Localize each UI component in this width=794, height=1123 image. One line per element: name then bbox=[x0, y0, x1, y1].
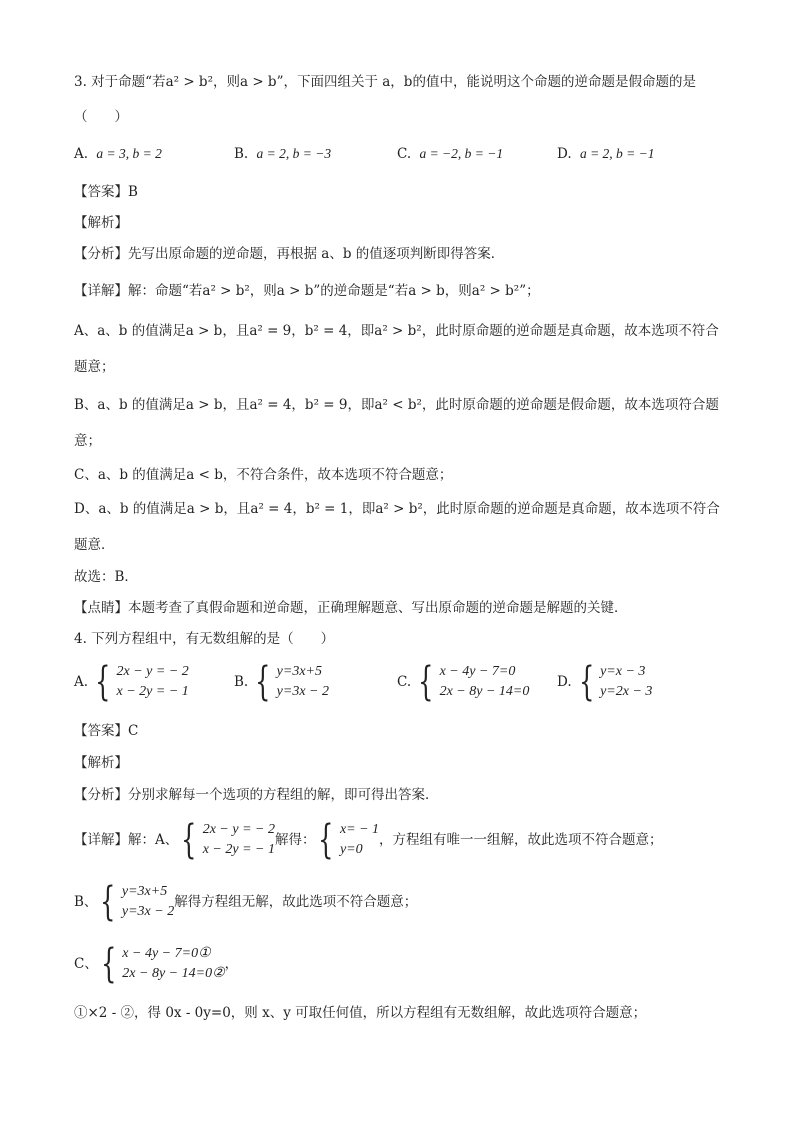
detail-prefix: 【详解】解：A、 bbox=[74, 832, 179, 848]
solution: y=0 bbox=[339, 842, 363, 857]
equation: y=2x − 3 bbox=[600, 684, 653, 699]
q4-analysis: 【分析】分别求解每一个选项的方程组的解，即可得出答案． bbox=[74, 787, 439, 803]
equation: 2x − y = − 2 bbox=[202, 822, 275, 837]
q3-option-d bbox=[557, 145, 655, 163]
q4-option-a bbox=[74, 659, 189, 705]
equation: y=x − 3 bbox=[600, 664, 646, 679]
equation: y=3x − 2 bbox=[276, 684, 329, 699]
q3-b-line1: B、a、b 的值满足a > b，且a² = 4，b² = 9，即a² < b²，此时原命题的逆命题是假命题，故本选项符合题 bbox=[74, 397, 719, 413]
solution: x= − 1 bbox=[339, 822, 380, 837]
q3-c-line: C、a、b 的值满足a < b，不符合条件，故本选项不符合题意； bbox=[74, 467, 453, 483]
option-label: C. bbox=[397, 674, 412, 690]
equation: x − 4y − 7=0① bbox=[122, 946, 211, 961]
equation: y=3x − 2 bbox=[121, 904, 175, 919]
detail-suffix: ， bbox=[224, 956, 239, 972]
q3-b-line2: 意； bbox=[74, 433, 101, 449]
q3-option-a bbox=[74, 145, 162, 163]
q3-conclusion: 故选：B． bbox=[74, 569, 138, 585]
option-label: D. bbox=[557, 146, 572, 162]
q3-d-line2: 题意． bbox=[74, 537, 115, 553]
left-brace-icon: { bbox=[95, 659, 111, 705]
q3-option-c bbox=[397, 145, 503, 163]
option-text: a = 3, b = 2 bbox=[96, 146, 162, 161]
q3-jiexi: 【解析】 bbox=[74, 215, 128, 231]
q4-stem: 4. 下列方程组中，有无数组解的是（ ） bbox=[74, 631, 335, 647]
equation: y=3x+5 bbox=[121, 884, 168, 899]
q4-option-b bbox=[234, 659, 329, 705]
equation: 2x − 8y − 14=0 bbox=[439, 684, 530, 699]
option-label: B. bbox=[234, 146, 249, 162]
equation: x − 2y = − 1 bbox=[116, 684, 189, 699]
q4-detail-b bbox=[74, 879, 418, 925]
left-brace-icon: { bbox=[100, 941, 117, 987]
left-brace-icon: { bbox=[181, 817, 197, 863]
equation: 2x − 8y − 14=0② bbox=[122, 966, 225, 981]
q3-a-line1: A、a、b 的值满足a > b，且a² = 9，b² = 4，即a² > b²，此时原命题的逆命题是真命题，故本选项不符合 bbox=[74, 323, 719, 339]
equation: y=3x+5 bbox=[276, 664, 322, 679]
q3-stem-line1: 3. 对于命题“若a² > b²，则a > b”，下面四组关于 a，b的值中，能说明这个命题的逆命题是假命题的是 bbox=[74, 74, 696, 90]
option-text: a = 2, b = −1 bbox=[579, 146, 655, 161]
left-brace-icon: { bbox=[318, 817, 334, 863]
q4-jiexi: 【解析】 bbox=[74, 755, 128, 771]
q3-d-line1: D、a、b 的值满足a > b，且a² = 4，b² = 1，即a² > b²，此时原命题的逆命题是真命题，故本选项不符合 bbox=[74, 501, 720, 517]
option-label: A. bbox=[74, 674, 89, 690]
q3-a-line2: 题意； bbox=[74, 359, 115, 375]
option-text: a = 2, b = −3 bbox=[256, 146, 332, 161]
q4-option-c bbox=[397, 659, 530, 705]
q4-answer: 【答案】C bbox=[74, 723, 139, 739]
equation: x − 4y − 7=0 bbox=[439, 664, 516, 679]
q4-last-line: ①×2 - ②，得 0x - 0y=0，则 x、y 可取任何值，所以方程组有无数组解，故此选项符合题意； bbox=[74, 1005, 647, 1021]
left-brace-icon: { bbox=[418, 659, 434, 705]
q4-option-d bbox=[557, 659, 653, 705]
detail-mid: 解得： bbox=[274, 832, 316, 848]
detail-prefix: C、 bbox=[74, 956, 98, 972]
q4-detail-a bbox=[74, 817, 663, 863]
equation: x − 2y = − 1 bbox=[202, 842, 275, 857]
option-label: C. bbox=[397, 146, 412, 162]
equation: 2x − y = − 2 bbox=[116, 664, 189, 679]
q3-stem-line2: （ ） bbox=[74, 109, 128, 125]
option-label: B. bbox=[234, 674, 249, 690]
q3-comment: 【点睛】本题考查了真假命题和逆命题，正确理解题意、写出原命题的逆命题是解题的关键． bbox=[74, 600, 628, 616]
detail-suffix: ，方程组有唯一一组解，故此选项不符合题意； bbox=[379, 832, 663, 848]
q4-detail-c bbox=[74, 941, 239, 987]
detail-suffix: 解得方程组无解，故此选项不符合题意； bbox=[174, 894, 418, 910]
left-brace-icon: { bbox=[578, 659, 595, 705]
q3-answer: 【答案】B bbox=[74, 184, 138, 200]
detail-prefix: B、 bbox=[74, 894, 98, 910]
q3-analysis: 【分析】先写出原命题的逆命题，再根据 a、b 的值逐项判断即得答案． bbox=[74, 246, 505, 262]
q3-detail: 【详解】解：命题“若a² > b²，则a > b”的逆命题是“若a > b，则a² > b²”； bbox=[74, 283, 540, 299]
q3-option-b bbox=[234, 145, 331, 163]
option-text: a = −2, b = −1 bbox=[419, 146, 504, 161]
option-label: A. bbox=[74, 146, 89, 162]
left-brace-icon: { bbox=[255, 659, 271, 705]
option-label: D. bbox=[557, 674, 572, 690]
left-brace-icon: { bbox=[100, 879, 116, 925]
